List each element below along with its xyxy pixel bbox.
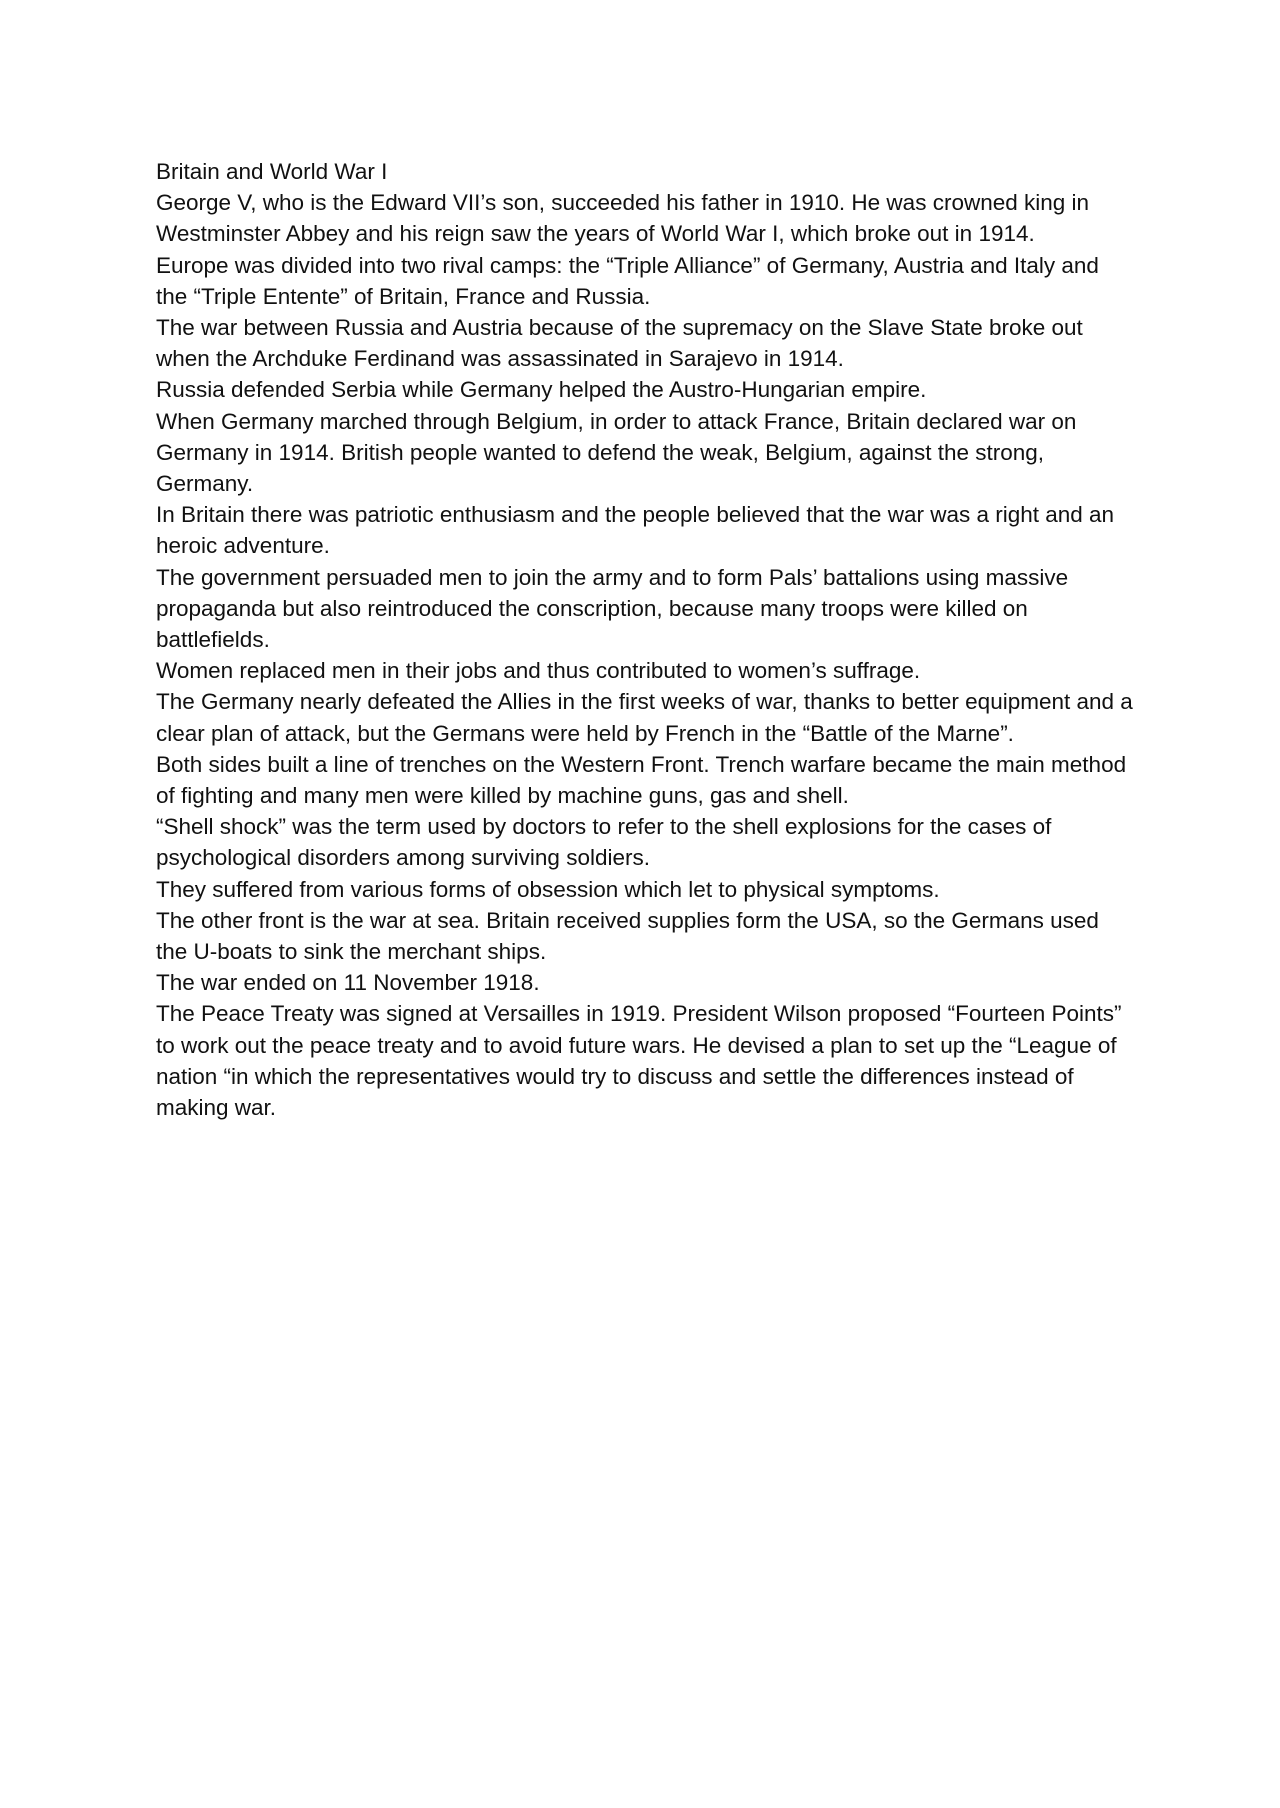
paragraph-marne: The Germany nearly defeated the Allies in the first weeks of war, thanks to better equipment and a clear plan of attack, but the Germans were held by French in the “Battle of the Marne”. xyxy=(156,689,1133,746)
paragraph-women: Women replaced men in their jobs and thus contributed to women’s suffrage. xyxy=(156,658,921,684)
paragraph-war-ended: The war ended on 11 November 1918. xyxy=(156,970,540,996)
paragraph-belgium: When Germany marched through Belgium, in order to attack France, Britain declared war on Germany in 1914. British people wanted to defend the weak, Belgium, against the strong, Germany. xyxy=(156,408,1077,497)
paragraph-shell-shock: “Shell shock” was the term used by doctors to refer to the shell explosions for the cases of psychological disorders among surviving soldiers. xyxy=(156,814,1052,871)
paragraph-war-at-sea: The other front is the war at sea. Britain received supplies form the USA, so the Germans used the U-boats to sink the merchant ships. xyxy=(156,907,1099,965)
paragraph-trenches: Both sides built a line of trenches on the Western Front. Trench warfare became the main method of fighting and many men were killed by machine guns, gas and shell. xyxy=(156,751,1127,809)
document-title: Britain and World War I xyxy=(156,159,388,184)
document-body xyxy=(156,156,1136,1123)
paragraph-conscription: The government persuaded men to join the army and to form Pals’ battalions using massive propaganda but also reintroduced the conscription, because many troops were killed on battlefields. xyxy=(156,564,1069,653)
paragraph-enthusiasm: In Britain there was patriotic enthusiasm and the people believed that the war was a right and an heroic adventure. xyxy=(156,502,1115,559)
paragraph-outbreak: The war between Russia and Austria because of the supremacy on the Slave State broke out when the Archduke Ferdinand was assassinated in Sarajevo in 1914. xyxy=(156,315,1083,372)
paragraph-rival-camps: Europe was divided into two rival camps: the “Triple Alliance” of Germany, Austria and Italy and the “Triple Entente” of Britain, France and Russia. xyxy=(156,252,1099,309)
paragraph-george-v: George V, who is the Edward VII’s son, succeeded his father in 1910. He was crowned king in Westminster Abbey and his reign saw the years of World War I, which broke out in 1914. xyxy=(156,190,1090,247)
paragraph-serbia: Russia defended Serbia while Germany helped the Austro-Hungarian empire. xyxy=(156,377,927,403)
paragraph-peace-treaty: The Peace Treaty was signed at Versailles in 1919. President Wilson proposed “Fourteen Points” to work out the peace treaty and to avoid future wars. He devised a plan to set up the “League of nation “in which the representatives would try to discuss and settle the differences instead of making war. xyxy=(156,1001,1122,1121)
paragraph-obsession: They suffered from various forms of obsession which let to physical symptoms. xyxy=(156,876,940,902)
